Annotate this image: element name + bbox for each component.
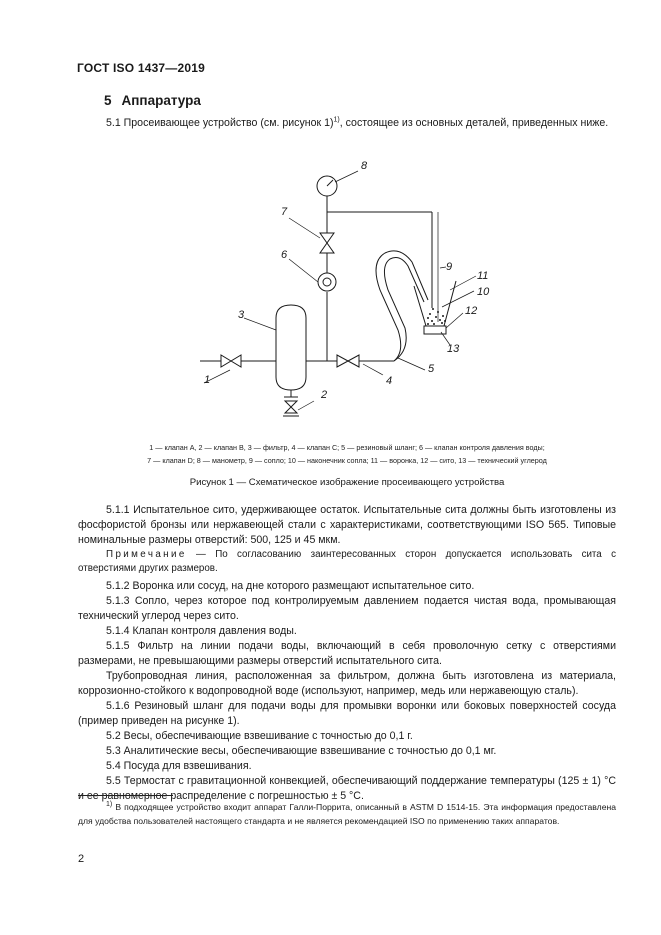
label-9: 9: [446, 261, 453, 273]
label-4: 4: [386, 375, 393, 387]
label-6: 6: [281, 249, 288, 261]
section-heading: [104, 93, 201, 108]
valve-b-icon: [285, 401, 297, 413]
note-text: — По согласованию заинтересованных сторон допускается использовать сита с отверстиями других размеров.: [78, 549, 616, 574]
paragraph-5-1-3: 5.1.3 Сопло, через которое под контролируемым давлением подается чистая вода, промывающая технический углерод через сито.: [78, 595, 616, 622]
paragraph-5-5: 5.5 Термостат с гравитационной конвекцией, обеспечивающий поддержание температуры (125 ± 1) °С и ее равномерное распределение с погрешностью ± 5 °С.: [78, 775, 616, 802]
paragraph-pipeline: Трубопроводная линия, расположенная за фильтром, должна быть изготовлена из материала, коррозионно-стойкого к водопроводной воде (используют, например, медь или нержавеющую сталь).: [78, 670, 616, 697]
paragraph-5-1-text: 5.1 Просеивающее устройство (см. рисунок 1): [106, 117, 334, 129]
footnote: [78, 800, 616, 828]
figure-legend-line-2: 7 — клапан D; 8 — манометр, 9 — сопло; 10 — наконечник сопла; 11 — воронка, 12 — сито, 13 — технический углерод: [147, 456, 547, 465]
paragraph-5-1-5: 5.1.5 Фильтр на линии подачи воды, включающий в себя проволочную сетку с отверстиями размерами, не превышающими размеры отверстий испытательного сита.: [78, 640, 616, 667]
paragraph-5-2: 5.2 Весы, обеспечивающие взвешивание с точностью до 0,1 г.: [106, 730, 413, 742]
label-13: 13: [447, 343, 460, 355]
paragraph-5-3: 5.3 Аналитические весы, обеспечивающие взвешивание с точностью до 0,1 мг.: [106, 745, 497, 757]
footnote-ref[interactable]: 1): [333, 116, 340, 124]
paragraph-5-1-tail: , состоящее из основных деталей, приведенных ниже.: [339, 117, 609, 129]
section-number: 5: [104, 93, 112, 108]
paragraph-5-1: [78, 116, 616, 131]
label-5: 5: [428, 363, 435, 375]
apparatus-schematic: [0, 148, 661, 448]
note-label: Примечание: [106, 549, 187, 560]
paragraph-5-1-2: 5.1.2 Воронка или сосуд, на дне которого размещают испытательное сито.: [106, 580, 475, 592]
figure-caption: Рисунок 1 — Схематическое изображение просеивающего устройства: [189, 477, 505, 488]
paragraph-5-4: 5.4 Посуда для взвешивания.: [106, 760, 252, 772]
label-12: 12: [465, 305, 478, 317]
sieve-icon: [424, 326, 446, 334]
footnote-marker: 1): [106, 801, 113, 809]
label-11: 11: [477, 270, 489, 282]
document-header: ГОСТ ISO 1437—2019: [77, 61, 206, 75]
valve-c-icon: [337, 355, 359, 367]
paragraph-5-1-4: 5.1.4 Клапан контроля давления воды.: [106, 625, 297, 637]
valve-d-icon: [320, 233, 334, 253]
pressure-valve-icon: [318, 273, 336, 291]
note: [78, 548, 616, 576]
filter-icon: [276, 305, 306, 390]
footnote-text: В подходящее устройство входит аппарат Галли-Поррита, описанный в ASTM D 1514-15. Эта информация предоставлена для удобства пользователей настоящего стандарта и не является рекомендацией ISO по применению таких аппаратов.: [78, 802, 616, 826]
carbon-black-icon: [427, 308, 446, 325]
label-1: 1: [204, 374, 211, 386]
page-number: 2: [78, 853, 85, 865]
figure-legend-line-1: 1 — клапан А, 2 — клапан В, 3 — фильтр, 4 — клапан С; 5 — резиновый шланг; 6 — клапан контроля давления воды;: [149, 443, 545, 452]
footnote-divider: [78, 795, 173, 796]
label-3: 3: [238, 309, 245, 321]
label-10: 10: [477, 286, 490, 298]
label-2: 2: [321, 389, 328, 401]
section-title-text: Аппаратура: [121, 93, 201, 108]
valve-a-icon: [221, 355, 241, 367]
label-7: 7: [281, 206, 288, 218]
paragraph-5-1-1: 5.1.1 Испытательное сито, удерживающее остаток. Испытательные сита должны быть изготовлены из фосфористой бронзы или нержавеющей стали с характеристиками, соответствующими ISO 565. Типовые номинальные размеры отверстий: 500, 125 и 45 мкм.: [78, 504, 616, 546]
label-8: 8: [361, 160, 368, 172]
paragraph-5-1-6: 5.1.6 Резиновый шланг для подачи воды для промывки воронки или боковых поверхностей сосуда (пример приведен на рисунке 1).: [78, 700, 616, 727]
